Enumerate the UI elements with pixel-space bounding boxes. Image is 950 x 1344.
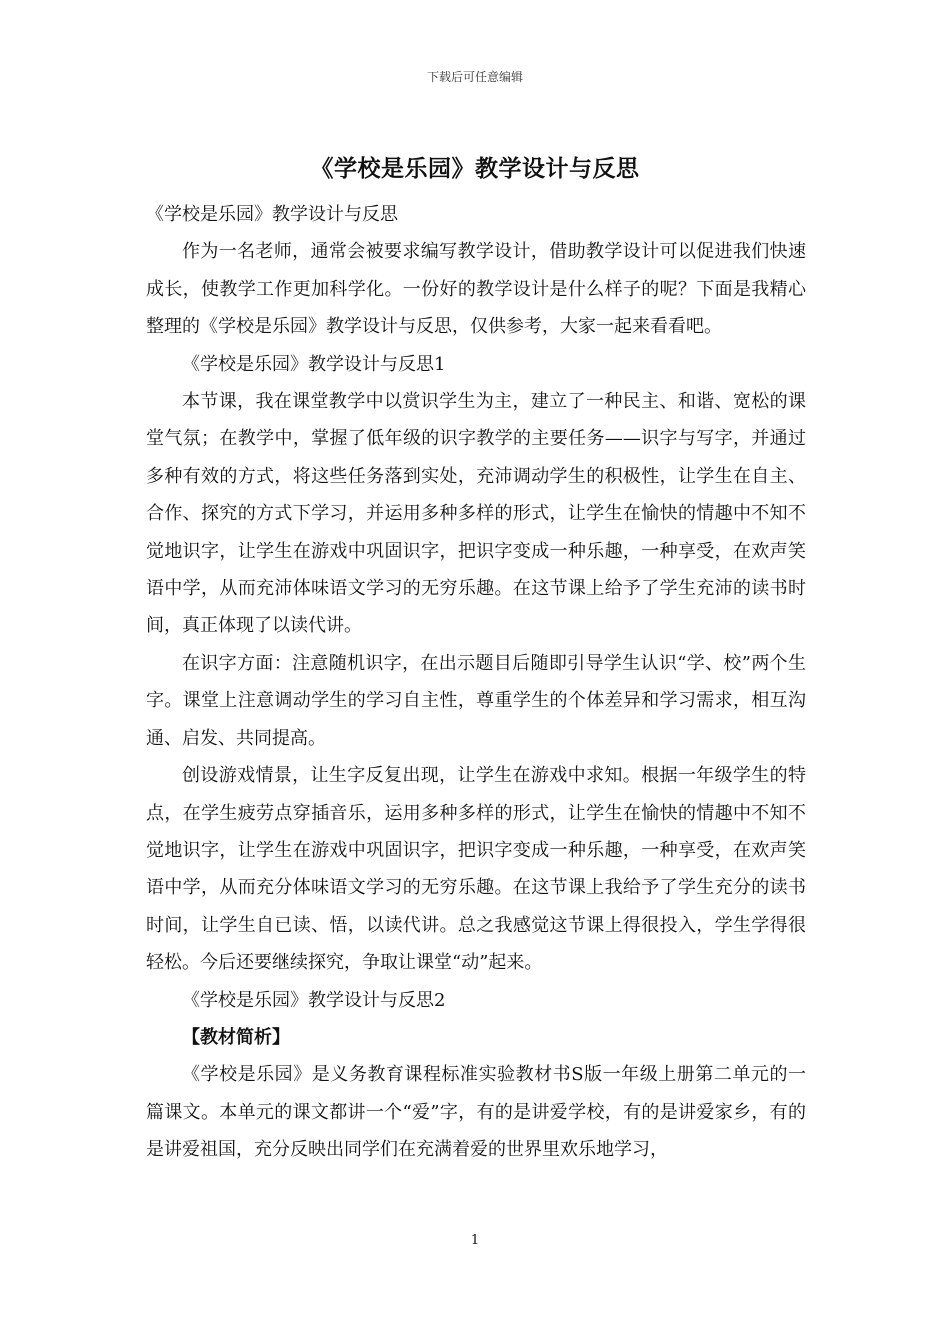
document-title: 《学校是乐园》教学设计与反思 [310, 155, 640, 182]
paragraph-subtitle: 《学校是乐园》教学设计与反思 [146, 204, 398, 225]
subsection-heading: 【教材简析】 [182, 1026, 290, 1048]
section-heading-2: 《学校是乐园》教学设计与反思2 [182, 989, 446, 1011]
document-body [146, 196, 806, 1169]
page-header-note: 下载后可任意编辑 [426, 70, 523, 84]
paragraph: 创设游戏情景，让生字反复出现，让学生在游戏中求知。根据一年级学生的特点，在学生疲劳点穿插音乐，运用多种多样的形式，让学生在愉快的情趣中不知不觉地识字，让学生在游戏中巩固识字，把识字变成一种乐趣，一种享受，在欢声笑语中学，从而充分体味语文学习的无穷乐趣。在这节课上我给予了学生充分的读书时间，让学生自已读、悟，以读代讲。总之我感觉这节课上得很投入，学生学得很轻松。今后还要继续探究，争取让课堂“动”起来。 [146, 765, 806, 974]
paragraph: 《学校是乐园》是义务教育课程标准实验教材书S版一年级上册第二单元的一篇课文。本单元的课文都讲一个“爱”字，有的是讲爱学校，有的是讲爱家乡，有的是讲爱祖国，充分反映出同学们在充满着爱的世界里欢乐地学习， [146, 1064, 806, 1161]
section-heading-1: 《学校是乐园》教学设计与反思1 [182, 353, 446, 375]
paragraph-intro: 作为一名老师，通常会被要求编写教学设计，借助教学设计可以促进我们快速成长，使教学工作更加科学化。一份好的教学设计是什么样子的呢？下面是我精心整理的《学校是乐园》教学设计与反思，仅供参考，大家一起来看看吧。 [146, 241, 806, 338]
paragraph: 本节课，我在课堂教学中以赏识学生为主，建立了一种民主、和谐、宽松的课堂气氛；在教学中，掌握了低年级的识字教学的主要任务——识字与写字，并通过多种有效的方式，将这些任务落到实处，充沛调动学生的积极性，让学生在自主、合作、探究的方式下学习，并运用多种多样的形式，让学生在愉快的情趣中不知不觉地识字，让学生在游戏中巩固识字，把识字变成一种乐趣，一种享受，在欢声笑语中学，从而充沛体味语文学习的无穷乐趣。在这节课上给予了学生充沛的读书时间，真正体现了以读代讲。 [146, 391, 806, 637]
page-number: 1 [470, 1233, 480, 1248]
paragraph: 在识字方面：注意随机识字，在出示题目后随即引导学生认识“学、校”两个生字。课堂上注意调动学生的学习自主性，尊重学生的个体差异和学习需求，相互沟通、启发、共同提高。 [146, 652, 806, 749]
